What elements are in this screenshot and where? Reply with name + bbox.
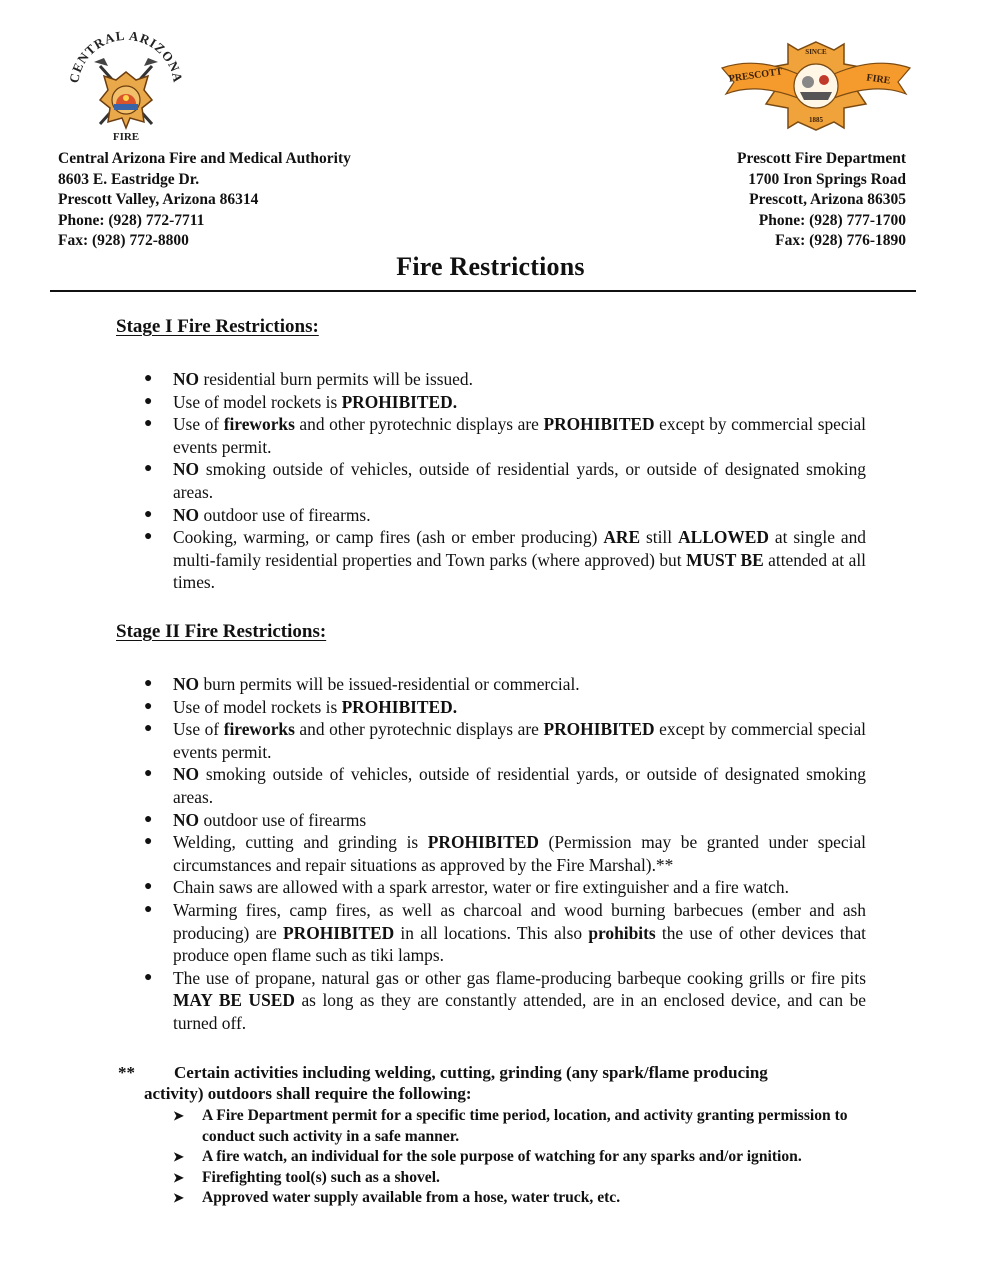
item-text: Use of model rockets is — [173, 391, 342, 412]
bullet-icon: ● — [144, 461, 153, 477]
bullet-icon: ● — [144, 969, 153, 985]
bullet-icon: ● — [144, 834, 153, 850]
svg-text:SINCE: SINCE — [805, 48, 827, 56]
left-address-line: Phone: (928) 772-7711 — [58, 211, 205, 229]
emphasis-text: PROHIBITED. — [341, 696, 458, 717]
item-text: Cooking, warming, or camp fires (ash or ember producing) — [173, 527, 604, 548]
bullet-icon: ● — [144, 766, 153, 782]
svg-text:FIRE: FIRE — [112, 131, 140, 143]
emphasis-text: PROHIBITED. — [341, 391, 458, 412]
bullet-icon: ● — [144, 811, 153, 827]
emphasis-text: NO — [173, 674, 200, 694]
right-address-line: Prescott, Arizona 86305 — [749, 191, 906, 208]
emphasis-text: PROHIBITED — [283, 922, 395, 943]
svg-text:CENTRAL ARIZONA: CENTRAL ARIZONA — [66, 28, 186, 85]
item-text: Welding, cutting and grinding is — [173, 832, 428, 853]
right-address-line: 1700 Iron Springs Road — [748, 170, 906, 188]
left-address-line: Fax: (928) 772-8800 — [58, 232, 189, 249]
item-text: Use of — [173, 719, 224, 740]
bullet-icon: ● — [144, 371, 153, 386]
requirement-text: Firefighting tool(s) such as a shovel. — [202, 1168, 440, 1186]
requirement-item — [173, 1147, 853, 1168]
emphasis-text: prohibits — [588, 922, 656, 943]
requirement-item — [173, 1168, 853, 1189]
left-address-line: Central Arizona Fire and Medical Authority — [58, 150, 351, 167]
item-text: except by commercial special events permit. — [173, 414, 867, 457]
stage-2-restriction-item — [144, 899, 866, 967]
item-text: still — [640, 527, 679, 548]
item-text: except by commercial special events permit. — [173, 719, 867, 762]
item-text: Use of — [173, 414, 224, 435]
requirement-text: A fire watch, an individual for the sole purpose of watching for any sparks and/or ignition. — [202, 1148, 802, 1165]
stage-1-restriction-item — [144, 391, 866, 414]
bullet-icon: ● — [144, 901, 153, 917]
bullet-icon: ● — [144, 698, 153, 714]
right-address-line: Prescott Fire Department — [737, 150, 906, 167]
bullet-icon: ● — [144, 879, 153, 895]
central-arizona-fire-logo — [56, 28, 196, 144]
item-text: (Permission may be granted under special circumstances and repair situations as approved by the Fire Marshal).** — [173, 832, 866, 875]
emphasis-text: NO — [173, 504, 200, 525]
stage-2-restrictions-list — [144, 673, 866, 1035]
note-line-1: Certain activities including welding, cutting, grinding (any spark/flame producing — [174, 1063, 768, 1082]
prescott-fire-logo — [716, 38, 916, 134]
central-arizona-address-block — [58, 149, 351, 252]
emphasis-text: fireworks — [223, 414, 295, 435]
bullet-icon: ● — [144, 721, 153, 737]
emphasis-text: NO — [173, 764, 200, 785]
bullet-icon: ● — [144, 416, 153, 432]
stage-1-restriction-item — [144, 413, 866, 458]
stage-1-restriction-item — [144, 368, 866, 391]
emphasis-text: ALLOWED — [678, 527, 769, 548]
stage-2-restriction-item — [144, 809, 866, 832]
stage-2-heading: Stage II Fire Restrictions: — [116, 621, 327, 642]
stage-1-restriction-item — [144, 504, 866, 527]
requirement-text: A Fire Department permit for a specific time period, location, and activity granting permission to conduct such activity in a safe manner. — [202, 1107, 848, 1145]
right-address-line: Phone: (928) 777-1700 — [758, 211, 906, 229]
stage-2-restriction-item — [144, 967, 866, 1035]
prescott-address-block — [737, 149, 906, 252]
requirement-item — [173, 1106, 853, 1147]
item-text: as long as they are constantly attended, are in an enclosed device, and can be turned off. — [173, 990, 867, 1033]
item-text: Use of model rockets is — [173, 696, 342, 717]
bullet-icon: ● — [144, 393, 153, 409]
arrow-bullet-icon: ➤ — [173, 1108, 184, 1123]
bullet-icon: ● — [144, 529, 153, 545]
stage-1-restriction-item — [144, 458, 866, 503]
svg-text:1885: 1885 — [809, 116, 823, 124]
item-text: at single and multi-family residential properties and Town parks (where approved) but — [173, 527, 866, 570]
note-line-2: activity) outdoors shall require the following: — [144, 1083, 472, 1103]
item-text: outdoor use of firearms. — [199, 504, 371, 525]
item-text: outdoor use of firearms — [199, 809, 367, 830]
right-address-line: Fax: (928) 776-1890 — [775, 232, 906, 249]
item-text: and other pyrotechnic displays are — [294, 719, 544, 740]
item-text: the use of other devices that produce open flame such as tiki lamps. — [173, 922, 866, 966]
stage-1-heading: Stage I Fire Restrictions: — [116, 316, 319, 337]
title-divider — [50, 290, 916, 292]
requirements-list — [173, 1106, 853, 1209]
svg-text:FIRE: FIRE — [865, 72, 891, 87]
emphasis-text: PROHIBITED — [427, 832, 539, 853]
bullet-icon: ● — [144, 676, 153, 691]
svg-text:PRESCOTT: PRESCOTT — [728, 66, 784, 85]
item-text: smoking outside of vehicles, outside of residential yards, or outside of designated smoking areas. — [173, 764, 866, 807]
left-address-line: Prescott Valley, Arizona 86314 — [58, 191, 259, 208]
item-text: smoking outside of vehicles, outside of residential yards, or outside of designated smoking areas. — [173, 459, 866, 502]
item-text: in all locations. This also — [394, 922, 589, 943]
requirement-text: Approved water supply available from a hose, water truck, etc. — [202, 1189, 621, 1206]
note-marker: ** — [118, 1063, 135, 1082]
spark-activity-note — [118, 1063, 858, 1104]
emphasis-text: NO — [173, 809, 200, 830]
requirement-item — [173, 1188, 853, 1209]
arrow-bullet-icon: ➤ — [173, 1169, 184, 1185]
item-text: Warming fires, camp fires, as well as charcoal and wood burning barbecues (ember and ash producing) are — [173, 899, 866, 943]
item-text: burn permits will be issued-residential or commercial. — [199, 674, 580, 694]
bullet-icon: ● — [144, 506, 153, 522]
stage-1-restriction-item — [144, 526, 866, 594]
emphasis-text: fireworks — [223, 719, 295, 740]
emphasis-text: ARE — [603, 527, 641, 548]
stage-2-restriction-item — [144, 763, 866, 808]
item-text: and other pyrotechnic displays are — [294, 414, 544, 435]
item-text: The use of propane, natural gas or other gas flame-producing barbeque cooking grills or fire pits — [173, 967, 866, 988]
item-text: Chain saws are allowed with a spark arrestor, water or fire extinguisher and a fire watch. — [173, 877, 789, 898]
stage-2-restriction-item — [144, 876, 866, 899]
emphasis-text: NO — [173, 459, 200, 480]
item-text: attended at all times. — [173, 549, 866, 593]
emphasis-text: PROHIBITED — [543, 719, 655, 740]
arrow-bullet-icon: ➤ — [173, 1190, 184, 1205]
emphasis-text: PROHIBITED — [543, 414, 655, 435]
document-title: Fire Restrictions — [396, 252, 585, 281]
stage-1-restrictions-list — [144, 368, 866, 594]
arrow-bullet-icon: ➤ — [173, 1149, 184, 1164]
stage-2-restriction-item — [144, 673, 866, 696]
emphasis-text: MAY BE USED — [173, 990, 295, 1011]
stage-2-restriction-item — [144, 696, 866, 719]
left-address-line: 8603 E. Eastridge Dr. — [58, 170, 200, 188]
stage-2-restriction-item — [144, 718, 866, 763]
emphasis-text: NO — [173, 369, 200, 389]
stage-2-restriction-item — [144, 831, 866, 876]
item-text: residential burn permits will be issued. — [199, 369, 473, 389]
emphasis-text: MUST BE — [686, 549, 764, 570]
